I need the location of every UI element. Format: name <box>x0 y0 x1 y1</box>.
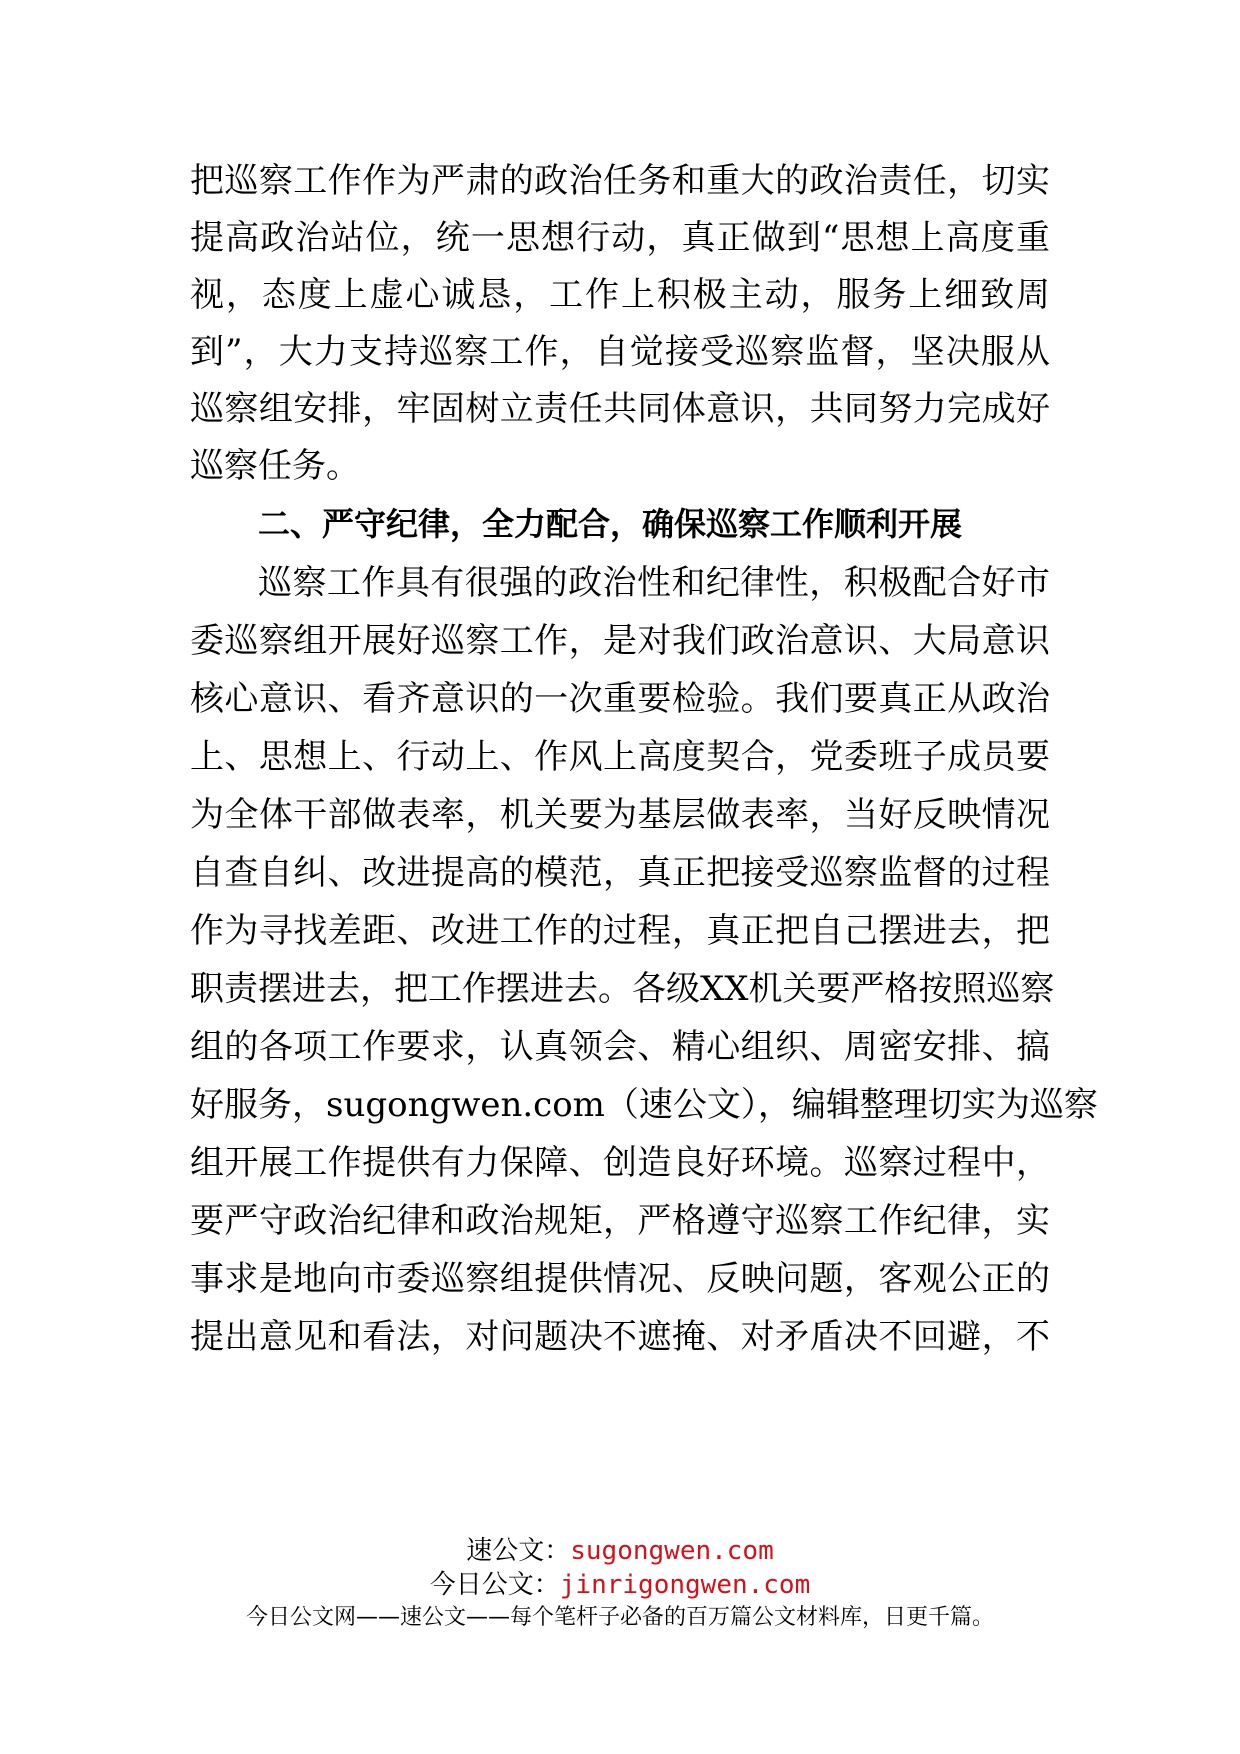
body-line: 到”，大力支持巡察工作，自觉接受巡察监督，坚决服从 <box>190 332 1050 372</box>
sugongwen-link[interactable]: sugongwen.com <box>570 1536 774 1566</box>
body-line: 提出意见和看法，对问题决不遮掩、对矛盾决不回避，不 <box>190 1317 1050 1357</box>
body-line: 提高政治站位，统一思想行动，真正做到“思想上高度重 <box>190 218 1050 258</box>
footer-sugongwen <box>0 1534 1240 1568</box>
body-line: 组的各项工作要求，认真领会、精心组织、周密安排、搞 <box>190 1027 1050 1067</box>
footer-label-jinrigongwen: 今日公文： <box>429 1570 560 1600</box>
footer <box>0 1534 1240 1634</box>
body-line: 巡察任务。 <box>190 446 360 486</box>
footer-jinrigongwen <box>0 1568 1240 1602</box>
footer-label-sugongwen: 速公文： <box>466 1536 571 1566</box>
body-line: 视，态度上虚心诚恳，工作上积极主动，服务上细致周 <box>190 275 1050 315</box>
body-line: 为全体干部做表率，机关要为基层做表率，当好反映情况 <box>190 795 1050 835</box>
jinrigongwen-link[interactable]: jinrigongwen.com <box>559 1570 811 1600</box>
body-line: 自查自纠、改进提高的模范，真正把接受巡察监督的过程 <box>190 853 1050 893</box>
body-line: 事求是地向市委巡察组提供情况、反映问题，客观公正的 <box>190 1259 1050 1299</box>
body-line: 职责摆进去，把工作摆进去。各级XX机关要严格按照巡察 <box>190 969 1055 1009</box>
body-line: 把巡察工作作为严肃的政治任务和重大的政治责任，切实 <box>190 161 1050 201</box>
section-heading: 二、严守纪律，全力配合，确保巡察工作顺利开展 <box>258 505 963 543</box>
body-line: 核心意识、看齐意识的一次重要检验。我们要真正从政治 <box>190 679 1050 719</box>
body-line: 组开展工作提供有力保障、创造良好环境。巡察过程中， <box>190 1143 1050 1183</box>
body-line: 上、思想上、行动上、作风上高度契合，党委班子成员要 <box>190 737 1050 777</box>
footer-slogan: 今日公文网——速公文——每个笔杆子必备的百万篇公文材料库，日更千篇。 <box>245 1605 994 1630</box>
body-line: 要严守政治纪律和政治规矩，严格遵守巡察工作纪律，实 <box>190 1201 1050 1241</box>
body-line: 作为寻找差距、改进工作的过程，真正把自己摆进去，把 <box>190 911 1050 951</box>
body-line: 委巡察组开展好巡察工作，是对我们政治意识、大局意识 <box>190 621 1050 661</box>
body-line: 好服务，sugongwen.com（速公文），编辑整理切实为巡察 <box>190 1085 1098 1125</box>
document-page <box>190 0 1098 1754</box>
body-line: 巡察工作具有很强的政治性和纪律性，积极配合好市 <box>258 563 1050 603</box>
body-line: 巡察组安排，牢固树立责任共同体意识，共同努力完成好 <box>190 389 1050 429</box>
